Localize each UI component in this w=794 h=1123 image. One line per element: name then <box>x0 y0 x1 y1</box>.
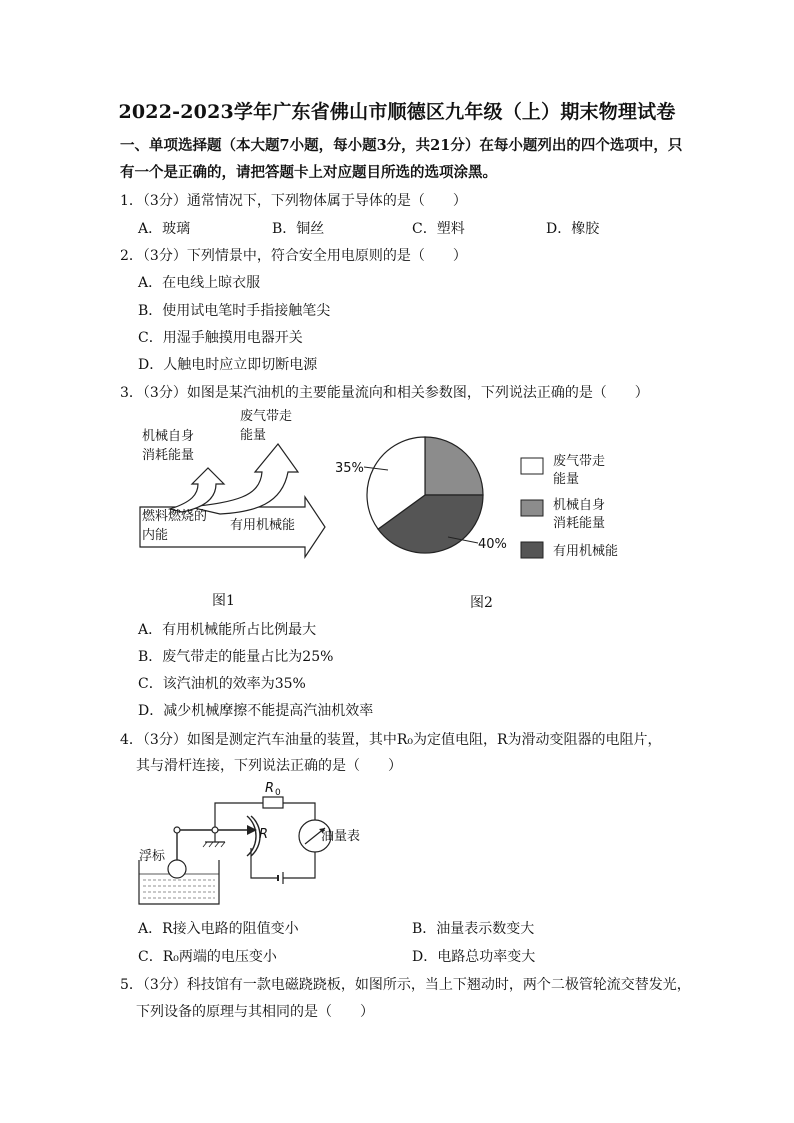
q4-option-d: D．电路总功率变大 <box>412 949 536 965</box>
section-heading-line2: 有一个是正确的，请把答题卡上对应题目所选的选项涂黑。 <box>120 164 497 181</box>
page-title: 2022-2023学年广东省佛山市顺德区九年级（上）期末物理试卷 <box>118 101 676 123</box>
q1-option-c: C．塑料 <box>412 221 465 237</box>
fig1-machine-label-1: 机械自身 <box>142 429 195 444</box>
q2-option-d: D．人触电时应立即切断电源 <box>138 357 318 373</box>
q5-stem-line1: 5．（3分）科技馆有一款电磁跷跷板，如图所示，当上下翘动时，两个二极管轮流交替发光， <box>120 977 691 993</box>
fuel-gauge-circuit <box>135 778 395 913</box>
fig1-useful-label: 有用机械能 <box>230 518 296 533</box>
figure-2-label: 图2 <box>470 595 493 611</box>
energy-pie-chart <box>330 430 640 570</box>
legend-exhaust-1: 废气带走 <box>553 454 606 469</box>
legend-machine-1: 机械自身 <box>553 498 606 513</box>
fig1-machine-label-2: 消耗能量 <box>142 448 195 463</box>
float-label: 浮标 <box>139 849 166 864</box>
q3-option-d: D．减少机械摩擦不能提高汽油机效率 <box>138 703 374 719</box>
q3-option-a: A．有用机械能所占比例最大 <box>138 622 317 638</box>
q1-stem: 1．（3分）通常情况下，下列物体属于导体的是（ ） <box>120 193 467 209</box>
pie-slice-machine <box>425 437 483 495</box>
q3-option-b: B．废气带走的能量占比为25% <box>138 649 334 665</box>
q3-option-c: C．该汽油机的效率为35% <box>138 676 306 692</box>
legend-swatch-machine <box>521 500 543 516</box>
q2-option-c: C．用湿手触摸用电器开关 <box>138 330 303 346</box>
q1-option-d: D．橡胶 <box>546 221 600 237</box>
q1-option-a: A．玻璃 <box>138 221 191 237</box>
energy-flow-diagram <box>130 402 340 582</box>
section-heading-line1: 一、单项选择题（本大题7小题，每小题3分，共21分）在每小题列出的四个选项中，只 <box>120 137 683 154</box>
r-label: R <box>259 827 269 842</box>
pie-label-35: 35% <box>335 461 364 476</box>
q2-option-b: B．使用试电笔时手指接触笔尖 <box>138 303 331 319</box>
q2-option-a: A．在电线上晾衣服 <box>138 275 261 291</box>
legend-swatch-exhaust <box>521 458 543 474</box>
legend-machine-2: 消耗能量 <box>553 516 606 531</box>
r0-subscript: 0 <box>275 788 281 798</box>
fig1-exhaust-label-2: 能量 <box>240 428 267 443</box>
fig1-exhaust-label-1: 废气带走 <box>240 409 293 424</box>
q4-option-a: A．R接入电路的阻值变小 <box>138 921 299 937</box>
q4-option-c: C．R₀两端的电压变小 <box>138 949 277 965</box>
legend-useful-1: 有用机械能 <box>553 544 619 559</box>
figure-1-label: 图1 <box>212 593 235 609</box>
float <box>168 860 186 878</box>
q2-stem: 2．（3分）下列情景中，符合安全用电原则的是（ ） <box>120 248 467 264</box>
fig1-fuel-label-1: 燃料燃烧的 <box>142 509 208 524</box>
fuel-meter-label: 油量表 <box>321 829 361 844</box>
pie-label-40: 40% <box>478 537 507 552</box>
legend-swatch-useful <box>521 542 543 558</box>
r0-resistor <box>263 797 283 808</box>
q5-stem-line2: 下列设备的原理与其相同的是（ ） <box>136 1004 374 1020</box>
q4-stem-line1: 4．（3分）如图是测定汽车油量的装置，其中R₀为定值电阻，R为滑动变阻器的电阻片， <box>120 732 662 748</box>
q3-stem: 3．（3分）如图是某汽油机的主要能量流向和相关参数图，下列说法正确的是（ ） <box>120 385 649 401</box>
q4-option-b: B．油量表示数变大 <box>412 921 535 937</box>
fig1-fuel-label-2: 内能 <box>142 528 169 543</box>
legend-exhaust-2: 能量 <box>553 472 580 487</box>
q4-stem-line2: 其与滑杆连接，下列说法正确的是（ ） <box>136 758 402 774</box>
q1-option-b: B．铜丝 <box>272 221 325 237</box>
r0-label: R <box>265 781 275 796</box>
